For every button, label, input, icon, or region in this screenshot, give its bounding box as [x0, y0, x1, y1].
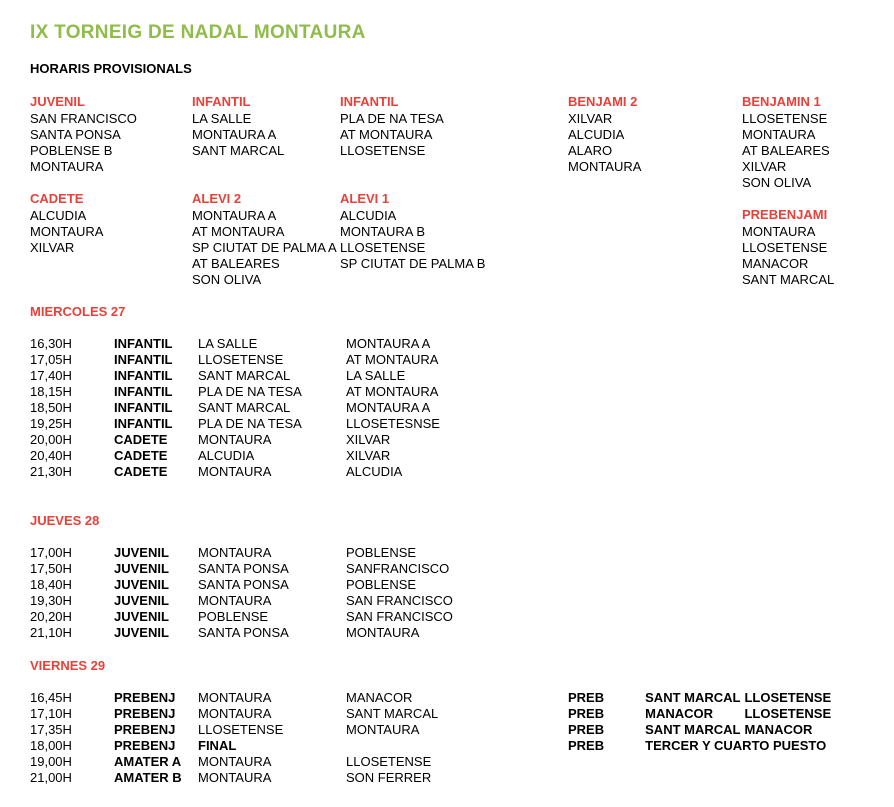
group-team: XILVAR: [30, 240, 75, 255]
group-team: ALCUDIA: [30, 208, 87, 223]
table-row: [30, 561, 546, 577]
group-team: MONTAURA A: [192, 208, 277, 223]
group-benjami-2: [568, 94, 641, 175]
page-title: IX TORNEIG DE NADAL MONTAURA: [30, 22, 366, 43]
group-title: PREBENJAMI: [742, 207, 828, 222]
table-row: [30, 738, 546, 754]
table-row: [30, 690, 546, 706]
match-home: LLOSETENSE: [198, 722, 284, 737]
match-time: 16,30H: [30, 336, 72, 351]
match-time: 17,10H: [30, 706, 72, 721]
group-team: SAN FRANCISCO: [30, 111, 137, 126]
group-team: LLOSETENSE: [742, 111, 828, 126]
table-row: [568, 690, 894, 706]
group-team: MONTAURA: [30, 224, 104, 239]
match-away: MONTAURA: [346, 722, 420, 737]
match-category: JUVENIL: [114, 593, 169, 608]
table-row: [30, 448, 546, 464]
match-away: AT MONTAURA: [346, 384, 439, 399]
group-team: SON OLIVA: [742, 175, 812, 190]
schedule-table-jueves: [30, 545, 546, 641]
match-category: PREB: [568, 738, 605, 753]
group-benjamin-1: [742, 94, 830, 191]
group-team: LLOSETENSE: [340, 240, 426, 255]
match-category: INFANTIL: [114, 336, 173, 351]
match-category: INFANTIL: [114, 368, 173, 383]
schedule-table-miercoles: [30, 336, 546, 480]
table-row: [30, 384, 546, 400]
match-home: SANTA PONSA: [198, 561, 289, 576]
match-away: SON FERRER: [346, 770, 432, 785]
group-team: XILVAR: [568, 111, 613, 126]
match-time: 17,05H: [30, 352, 72, 367]
match-home: MONTAURA: [198, 690, 272, 705]
match-home: SANTA PONSA: [198, 625, 289, 640]
group-team: MONTAURA: [742, 127, 816, 142]
match-away: MANACOR: [346, 690, 413, 705]
group-team: AT MONTAURA: [192, 224, 285, 239]
match-category: CADETE: [114, 432, 168, 447]
day-heading-viernes: VIERNES 29: [30, 658, 106, 673]
match-time: 20,00H: [30, 432, 72, 447]
match-home: MONTAURA: [198, 593, 272, 608]
match-time: 18,00H: [30, 738, 72, 753]
match-away: XILVAR: [346, 432, 391, 447]
match-away: POBLENSE: [346, 545, 417, 560]
group-team: MONTAURA B: [340, 224, 425, 239]
group-team: AT BALEARES: [192, 256, 280, 271]
group-title: ALEVI 2: [192, 191, 242, 206]
match-away: LLOSETENSE: [744, 706, 832, 721]
group-team: MONTAURA: [30, 159, 104, 174]
table-row: [30, 464, 546, 480]
table-row: [30, 368, 546, 384]
match-category: JUVENIL: [114, 609, 169, 624]
match-category: PREBENJ: [114, 690, 176, 705]
group-title: ALEVI 1: [340, 191, 390, 206]
group-title: BENJAMIN 1: [742, 94, 821, 109]
group-prebenjami: [742, 207, 834, 288]
group-infantil-b: [340, 94, 444, 159]
match-away: LLOSETESNSE: [346, 416, 440, 431]
match-away: SAN FRANCISCO: [346, 609, 453, 624]
page-subtitle: HORARIS PROVISIONALS: [30, 61, 192, 76]
group-team: POBLENSE B: [30, 143, 113, 158]
group-title: INFANTIL: [340, 94, 399, 109]
match-category: PREBENJ: [114, 738, 176, 753]
group-team: SON OLIVA: [192, 272, 262, 287]
match-category: INFANTIL: [114, 384, 173, 399]
match-category: INFANTIL: [114, 416, 173, 431]
group-team: SP CIUTAT DE PALMA B: [340, 256, 486, 271]
match-away: POBLENSE: [346, 577, 417, 592]
match-category: PREB: [568, 690, 605, 705]
match-home: MONTAURA: [198, 464, 272, 479]
group-team: PLA DE NA TESA: [340, 111, 444, 126]
group-juvenil: [30, 94, 137, 175]
match-away: SANT MARCAL: [346, 706, 439, 721]
match-time: 16,45H: [30, 690, 72, 705]
match-away: MANACOR: [744, 722, 813, 737]
match-away: MONTAURA: [346, 625, 420, 640]
match-away: MONTAURA A: [346, 400, 431, 415]
table-row: [30, 593, 546, 609]
match-category: AMATER A: [114, 754, 182, 769]
match-home: MONTAURA: [198, 432, 272, 447]
group-team: MONTAURA: [568, 159, 642, 174]
match-away: XILVAR: [346, 448, 391, 463]
group-team: LLOSETENSE: [742, 240, 828, 255]
match-home: POBLENSE: [198, 609, 269, 624]
table-row: [568, 722, 894, 738]
table-row: [30, 416, 546, 432]
table-row: [30, 706, 546, 722]
group-title: CADETE: [30, 191, 84, 206]
match-time: 19,25H: [30, 416, 72, 431]
group-cadete: [30, 191, 103, 256]
match-time: 21,30H: [30, 464, 72, 479]
table-row: [30, 432, 546, 448]
match-time: 19,30H: [30, 593, 72, 608]
match-away: SANFRANCISCO: [346, 561, 450, 576]
group-team: SANT MARCAL: [742, 272, 835, 287]
match-category: CADETE: [114, 448, 168, 463]
day-heading-jueves: JUEVES 28: [30, 513, 100, 528]
match-home: LLOSETENSE: [198, 352, 284, 367]
group-title: JUVENIL: [30, 94, 85, 109]
match-time: 18,50H: [30, 400, 72, 415]
match-time: 20,20H: [30, 609, 72, 624]
match-time: 21,00H: [30, 770, 72, 785]
table-row: [30, 545, 546, 561]
match-home: MONTAURA: [198, 754, 272, 769]
match-time: 17,35H: [30, 722, 72, 737]
table-row: [30, 400, 546, 416]
group-alevi-2: [192, 191, 337, 288]
match-away: LLOSETENSE: [346, 754, 432, 769]
match-time: 21,10H: [30, 625, 72, 640]
schedule-table-viernes: [30, 690, 546, 786]
match-time: 18,15H: [30, 384, 72, 399]
table-row: [30, 625, 546, 641]
group-team: AT BALEARES: [742, 143, 830, 158]
match-category: JUVENIL: [114, 625, 169, 640]
match-category: JUVENIL: [114, 545, 169, 560]
match-away: AT MONTAURA: [346, 352, 439, 367]
match-home: SANT MARCAL: [198, 368, 291, 383]
match-home: SANT MARCAL: [645, 690, 741, 705]
table-row: [30, 352, 546, 368]
table-row: [30, 336, 546, 352]
match-away: LLOSETENSE: [744, 690, 832, 705]
day-heading-miercoles: MIERCOLES 27: [30, 304, 126, 319]
group-team: MANACOR: [742, 256, 809, 271]
match-time: 17,50H: [30, 561, 72, 576]
match-category: PREB: [568, 722, 605, 737]
table-row: [568, 738, 894, 754]
match-category: PREBENJ: [114, 706, 176, 721]
group-team: MONTAURA A: [192, 127, 277, 142]
match-home: SANTA PONSA: [198, 577, 289, 592]
match-home: LA SALLE: [198, 336, 258, 351]
match-away: SAN FRANCISCO: [346, 593, 453, 608]
schedule-table-viernes-prebenjami: [568, 690, 894, 754]
match-category: CADETE: [114, 464, 168, 479]
match-home: PLA DE NA TESA: [198, 384, 302, 399]
match-category: INFANTIL: [114, 352, 173, 367]
group-team: ALCUDIA: [568, 127, 625, 142]
match-home: SANT MARCAL: [198, 400, 291, 415]
group-infantil-a: [192, 94, 284, 159]
match-home: MONTAURA: [198, 706, 272, 721]
match-time: 19,00H: [30, 754, 72, 769]
match-time: 20,40H: [30, 448, 72, 463]
table-row: [30, 609, 546, 625]
group-team: MONTAURA: [742, 224, 816, 239]
match-category: JUVENIL: [114, 561, 169, 576]
group-title: BENJAMI 2: [568, 94, 638, 109]
match-time: 18,40H: [30, 577, 72, 592]
match-category: JUVENIL: [114, 577, 169, 592]
group-team: XILVAR: [742, 159, 787, 174]
group-title: INFANTIL: [192, 94, 251, 109]
table-row: [30, 754, 546, 770]
match-time: 17,00H: [30, 545, 72, 560]
match-category: PREBENJ: [114, 722, 176, 737]
group-team: LA SALLE: [192, 111, 252, 126]
match-away: MONTAURA A: [346, 336, 431, 351]
match-away: [346, 738, 546, 754]
table-row: [30, 770, 546, 786]
group-team: SANTA PONSA: [30, 127, 121, 142]
match-time: 17,40H: [30, 368, 72, 383]
match-home: MONTAURA: [198, 770, 272, 785]
group-team: ALCUDIA: [340, 208, 397, 223]
match-home: FINAL: [198, 738, 237, 753]
match-home: PLA DE NA TESA: [198, 416, 302, 431]
group-team: ALARO: [568, 143, 613, 158]
match-away: ALCUDIA: [346, 464, 403, 479]
match-home: ALCUDIA: [198, 448, 255, 463]
match-away: LA SALLE: [346, 368, 406, 383]
group-alevi-1: [340, 191, 485, 272]
group-team: LLOSETENSE: [340, 143, 426, 158]
group-team: SANT MARCAL: [192, 143, 285, 158]
match-home: MANACOR: [645, 706, 714, 721]
match-category: INFANTIL: [114, 400, 173, 415]
table-row: [30, 722, 546, 738]
match-home: TERCER Y CUARTO PUESTO: [645, 738, 827, 753]
table-row: [30, 577, 546, 593]
match-home: SANT MARCAL: [645, 722, 741, 737]
match-category: AMATER B: [114, 770, 182, 785]
match-home: MONTAURA: [198, 545, 272, 560]
group-team: SP CIUTAT DE PALMA A: [192, 240, 337, 255]
table-row: [568, 706, 894, 722]
group-team: AT MONTAURA: [340, 127, 433, 142]
match-category: PREB: [568, 706, 605, 721]
